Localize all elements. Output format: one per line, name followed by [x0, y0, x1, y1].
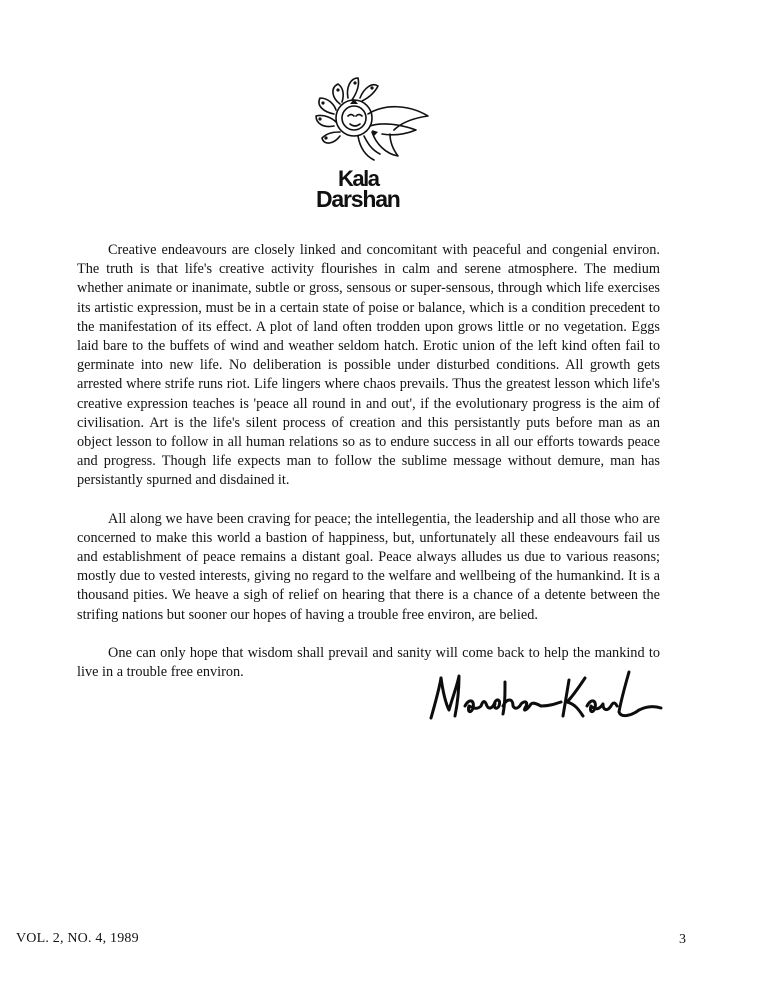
paragraph-2: All along we have been craving for peace; the intellegentia, the leadership and all those who are concerned to make this world a bastion of happiness, but, unfortunately all these endeavours fail us and establishment of peace remains a distant goal. Peace always alludes us due to various reasons; mostly due to vested interests, giving no regard to the welfare and wellbeing of the humankind. It is a thousand pities. We heave a sigh of relief on hearing that there is a chance of a detente between the strifing nations but sooner our hopes of having a trouble free environ, are belied. [77, 510, 660, 623]
handwritten-signature [425, 666, 665, 722]
paragraph-3: One can only hope that wisdom shall prevail and sanity will come back to help the mankind to live in a trouble free environ. [77, 644, 660, 681]
sun-bird-emblem-icon [310, 74, 442, 164]
masthead-line-2: Darshan [316, 186, 400, 212]
issue-info: VOL. 2, NO. 4, 1989 [16, 931, 139, 946]
editorial-body [77, 241, 660, 682]
masthead-line-1: Kala [338, 166, 379, 191]
masthead-title [316, 168, 446, 211]
page-number: 3 [679, 932, 686, 947]
paragraph-1: Creative endeavours are closely linked and concomitant with peaceful and congenial environ. The truth is that life's creative activity flourishes in calm and serene atmosphere. The medium whether animate or inanimate, subtle or gross, sensous or super-sensous, through which life exercises its artistic expression, must be in a certain state of poise or balance, which is a condition precedent to the manifestation of its effect. A plot of land often trodden upon grows little or no vegetation. Eggs laid bare to the buffets of wind and weather seldom hatch. Erotic union of the left kind often fail to germinate into new life. No deliberation is possible under disturbed conditions. All growth gets arrested where strife runs riot. Life lingers where chaos prevails. Thus the greatest lesson which life's creative expression teaches is 'peace all round in and out', if the evolutionary progress is the aim of civilisation. Art is the life's silent process of creation and this persistantly puts before man as an object lesson to follow in all human relations so as to endure success in all our efforts towards peace and progress. Though life expects man to follow the sublime message without demure, man has persistantly spurned and disdained it. [77, 242, 660, 489]
